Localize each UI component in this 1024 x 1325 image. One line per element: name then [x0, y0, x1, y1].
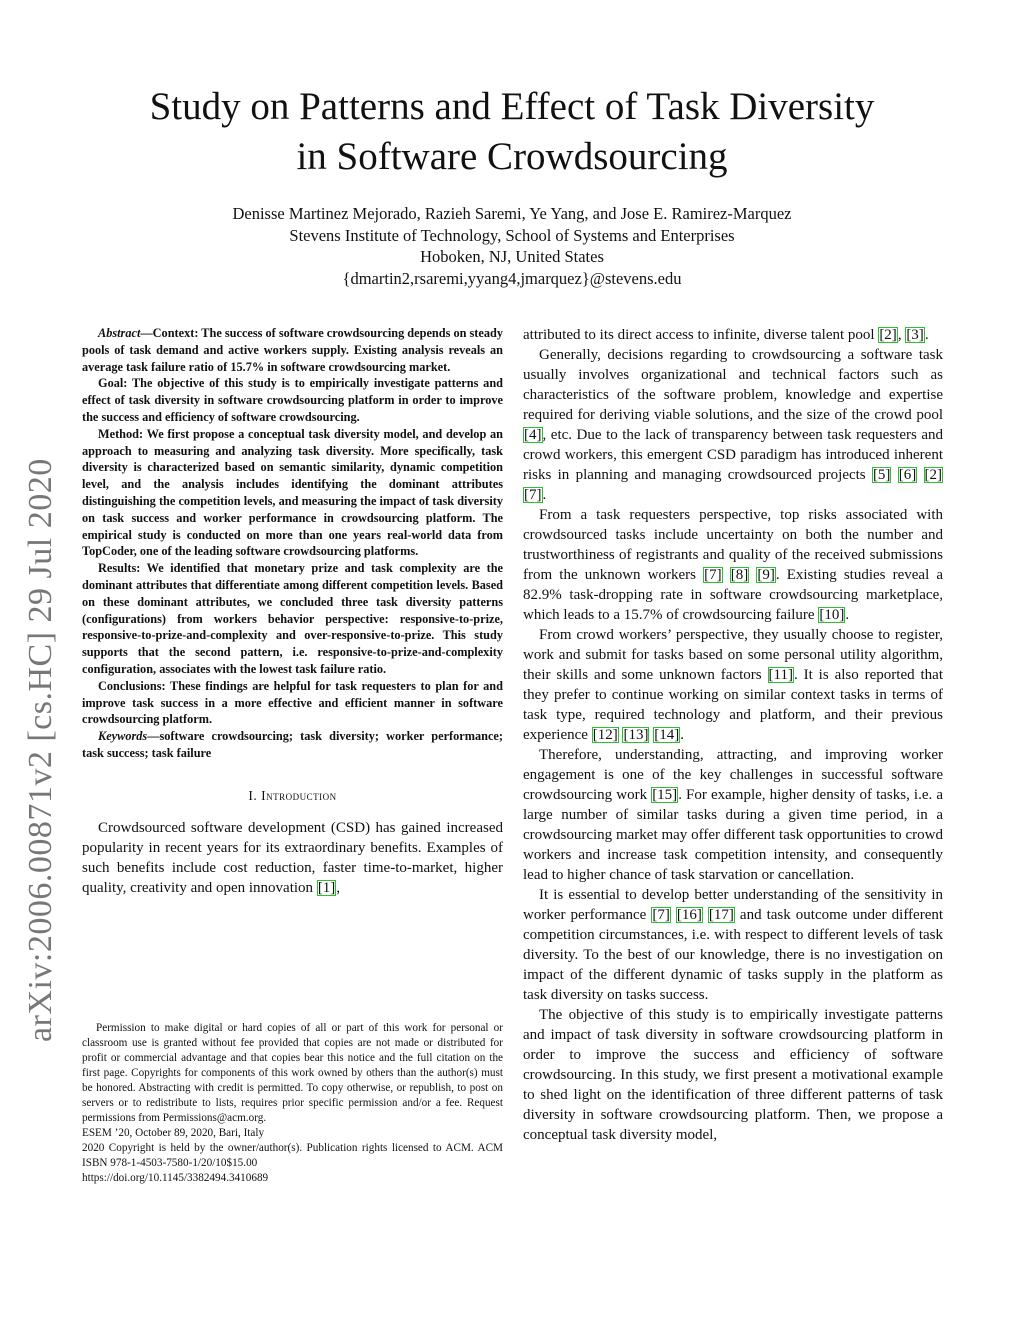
right-p5-text-a: It is essential to develop better understanding of the sensitivity in worker performance: [523, 887, 943, 923]
right-paragraph-1: Generally, decisions regarding to crowdsourcing a software task usually involves organizational and technical factors such as characteristics of the software problem, knowledge and expertise required for deriving viable solutions, and the size of the crowd pool [4], etc. Due to the lack of transparency between task requesters and crowd workers, this emergent CSD paradigm has introduced inherent risks in planning and managing crowdsourced projects [5] [6] [2] [7].: [523, 347, 943, 503]
right-column: [523, 325, 943, 1145]
citation-11[interactable]: [11]: [768, 667, 793, 683]
section-number: I.: [248, 787, 258, 803]
right-p5-text-b: and task outcome under different competition circumstances, i.e. with respect to different levels of task diversity. To the best of our knowledge, there is no investigation on impact of the different dynamic of tasks supply in the platform as task diversity on tasks success.: [523, 907, 944, 1003]
citation-7c[interactable]: [7]: [652, 907, 670, 923]
footnote-doi[interactable]: https://doi.org/10.1145/3382494.3410689: [82, 1172, 269, 1184]
citation-17[interactable]: [17]: [708, 907, 734, 923]
arxiv-stamp: arXiv:2006.00871v2 [cs.HC] 29 Jul 2020: [22, 458, 59, 1042]
citation-3[interactable]: [3]: [906, 327, 924, 343]
right-p4-text-b: . For example, higher density of tasks, i.e. a large number of similar tasks during a given time period, in a crowdsourcing market may offer different task opportunities to crowd workers and increase task competition intensity, and consequently lead to higher chance of task starvation or cancellation.: [523, 787, 943, 883]
keywords-dash: —: [147, 729, 160, 744]
author-names: Denisse Martinez Mejorado, Razieh Saremi, Ye Yang, and Jose E. Ramirez-Marquez: [232, 204, 792, 223]
left-column: [82, 325, 503, 898]
intro-p1-end: ,: [336, 879, 341, 896]
right-p4-text-a: Therefore, understanding, attracting, and improving worker engagement is one of the key challenges in successful software crowdsourcing work: [523, 747, 943, 803]
right-p1-text-a: Generally, decisions regarding to crowdsourcing a software task usually involves organizational and technical factors such as characteristics of the software problem, knowledge and expertise required for deriving viable solutions, and the size of the crowd pool: [523, 347, 943, 423]
citation-6[interactable]: [6]: [898, 467, 917, 483]
keywords-text: software crowdsourcing; task diversity; worker performance; task success; task failure: [82, 729, 503, 760]
citation-15[interactable]: [15]: [652, 787, 678, 803]
keywords-label: Keywords: [98, 729, 148, 744]
right-paragraph-6: The objective of this study is to empirically investigate patterns and impact of task diversity in software crowdsourcing platform in order to improve the success and efficiency of software crowdsourcing. In this study, we first present a motivational example to shed light on the identification of three different patterns of task diversity in software crowdsourcing platform. Then, we propose a conceptual task diversity model,: [523, 1007, 943, 1143]
citation-16[interactable]: [16]: [676, 907, 702, 923]
author-location: Hoboken, NJ, United States: [420, 247, 604, 266]
title-line-2: in Software Crowdsourcing: [296, 135, 728, 178]
right-paragraph-2: From a task requesters perspective, top risks associated with crowdsourced tasks include uncertainty on both the number and trustworthiness of registrants and quality of the received submissions from the unknown workers [7] [8] [9]. Existing studies reveal a 82.9% task-dropping rate in software crowdsourcing marketplace, which leads to a 15.7% of crowdsourcing failure [10].: [523, 507, 944, 623]
citation-2[interactable]: [2]: [879, 327, 897, 343]
citation-14[interactable]: [14]: [654, 727, 680, 743]
intro-paragraph-1: [82, 818, 503, 898]
abstract-results: Results: We identified that monetary prize and task complexity are the dominant attributes that differentiate among different competition levels. Based on these dominant attributes, we concluded three task diversity patterns (configurations) from workers behavior perspective: responsive-to-prize, responsive-to-prize-and-complexity and over-responsive-to-prize. This study supports that the second pattern, i.e. responsive-to-prize-and-complexity configuration, associates with the lowest task failure ratio.: [82, 561, 503, 676]
footnote-copyright: 2020 Copyright is held by the owner/author(s). Publication rights licensed to ACM. ACM ISBN 978-1-4503-7580-1/20/10$15.00: [82, 1142, 503, 1169]
footnote-conference: ESEM ’20, October 89, 2020, Bari, Italy: [82, 1127, 265, 1139]
right-p2-text-a: From a task requesters perspective, top risks associated with crowdsourced tasks include uncertainty on both the number and trustworthiness of registrants and quality of the received submissions from the unknown workers: [523, 507, 943, 583]
title-line-1: Study on Patterns and Effect of Task Diversity: [149, 85, 875, 128]
right-paragraph-4: [523, 745, 943, 885]
right-p3-text-b: . It is also reported that they prefer to continue working on similar context tasks in terms of task type, required technology and platform, and their previous experience: [523, 667, 944, 743]
right-paragraph-3: From crowd workers’ perspective, they usually choose to register, work and submit for tasks based on some personal utility algorithm, their skills and some unknown factors [11]. It is also reported that they prefer to continue working on similar context tasks in terms of task type, required technology and platform, and their previous experience [12] [13] [14].: [523, 627, 944, 743]
footnote-permission: Permission to make digital or hard copies of all or part of this work for personal or classroom use is granted without fee provided that copies are not made or distributed for profit or commercial advantage and that copies bear this notice and the full citation on the first page. Copyrights for components of this work owned by others than the author(s) must be honored. Abstracting with credit is permitted. To copy otherwise, or republish, to post on servers or to redistribute to lists, requires prior specific permission and/or a fee. Request permissions from Permissions@acm.org.: [82, 1022, 503, 1124]
abstract-keywords: [82, 728, 503, 762]
section-heading-introduction: [82, 788, 503, 804]
author-email[interactable]: {dmartin2,rsaremi,yyang4,jmarquez}@stevens.edu: [342, 268, 682, 288]
abstract-context: [82, 325, 503, 375]
abstract-goal: Goal: The objective of this study is to empirically investigate patterns and effect of task diversity in software crowdsourcing platform in order to improve the success and efficiency of software crowdsourcing.: [82, 376, 503, 424]
abstract: [82, 325, 503, 762]
citation-7[interactable]: [7]: [524, 487, 542, 503]
right-p2-text-b: . Existing studies reveal a 82.9% task-dropping rate in software crowdsourcing marketplace, which leads to a 15.7% of crowdsourcing failure: [523, 567, 944, 623]
right-paragraph-0: attributed to its direct access to infinite, diverse talent pool [2], [3].: [523, 327, 929, 343]
abstract-dash: —: [140, 326, 153, 340]
citation-2b[interactable]: [2]: [924, 467, 943, 483]
abstract-conclusions: Conclusions: These findings are helpful for task requesters to plan for and improve task success in a more effective and efficient manner in software crowdsourcing platform.: [82, 678, 503, 727]
intro-p1-text: Crowdsourced software development (CSD) has gained increased popularity in recent years for its extraordinary benefits. Examples of such benefits include cost reduction, faster time-to-market, higher quality, creativity and open innovation: [82, 819, 503, 896]
copyright-footnote: [82, 1021, 503, 1186]
abstract-context-text: Context: The success of software crowdsourcing depends on steady pools of task demand and active workers supply. Existing analysis reveals an average task failure ratio of 15.7% in software crowdsourcing market.: [82, 326, 503, 374]
citation-9[interactable]: [9]: [757, 567, 775, 583]
abstract-method: Method: We first propose a conceptual task diversity model, and develop an approach to measuring and analyzing task diversity. More specifically, task diversity is characterized based on semantic similarity, dynamic competition level, and the analysis includes identifying the dominant attributes distinguishing the competition levels, and measuring the impact of task diversity on task success and worker performance in crowdsourcing platform. The empirical study is conducted on more than one years real-world data from TopCoder, one of the leading software crowdsourcing platforms.: [82, 426, 503, 559]
citation-4[interactable]: [4]: [524, 427, 542, 443]
citation-8[interactable]: [8]: [730, 567, 749, 583]
author-affiliation: Stevens Institute of Technology, School of Systems and Enterprises: [289, 225, 735, 245]
abstract-label: Abstract: [98, 326, 141, 340]
right-p3-text-a: From crowd workers’ perspective, they usually choose to register, work and submit for tasks based on some personal utility algorithm, their skills and some unknown factors: [523, 627, 943, 683]
right-paragraph-5: [523, 885, 943, 1005]
right-p1-text-b: , etc. Due to the lack of transparency between task requesters and crowd workers, this emergent CSD paradigm has introduced inherent risks in planning and managing crowdsourced projects: [523, 427, 943, 483]
citation-5[interactable]: [5]: [872, 467, 891, 483]
citation-10[interactable]: [10]: [819, 607, 845, 623]
citation-13[interactable]: [13]: [623, 727, 649, 743]
paper-title: [80, 82, 944, 182]
citation-1[interactable]: [1]: [317, 879, 336, 896]
section-title: Introduction: [261, 787, 337, 803]
citation-7b[interactable]: [7]: [704, 567, 722, 583]
citation-12[interactable]: [12]: [592, 727, 618, 743]
author-block: [80, 203, 944, 289]
intro-left-body: [82, 818, 503, 898]
right-p0-text: attributed to its direct access to infinite, diverse talent pool: [523, 327, 875, 343]
